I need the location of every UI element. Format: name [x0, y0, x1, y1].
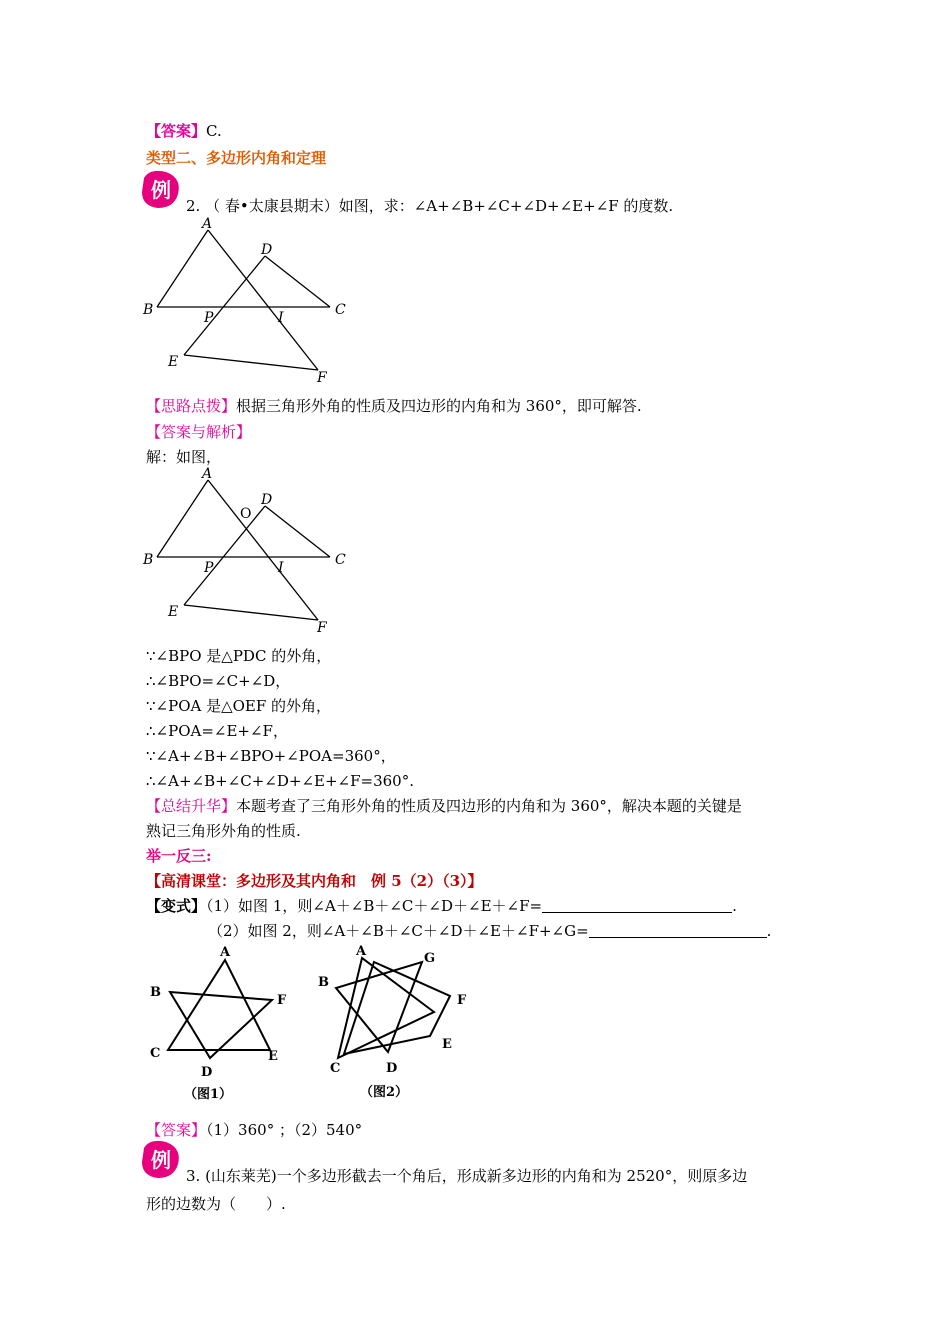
hint-tag: 【思路点拨】	[146, 397, 237, 415]
label-E: E	[168, 354, 179, 370]
answer-blank-1[interactable]	[542, 898, 732, 913]
figure-hexagram	[140, 940, 310, 1110]
badge-char-2: 例	[151, 1148, 171, 1172]
label-C: C	[330, 1061, 341, 1076]
summary-line-2: 熟记三角形外角的性质.	[146, 822, 301, 840]
summary-line	[146, 796, 742, 816]
label-D: D	[201, 1065, 213, 1080]
variant-tag: 【变式】	[146, 897, 207, 915]
figure-1-caption: （图1）	[184, 1087, 233, 1102]
label-A: A	[356, 944, 367, 959]
question-3-line-2: 形的边数为（ ）.	[146, 1195, 286, 1213]
label-E: E	[168, 604, 179, 620]
hint-text: 根据三角形外角的性质及四边形的内角和为 360°，即可解答.	[236, 397, 642, 415]
label-F: F	[457, 993, 467, 1008]
answer-line-2	[146, 1120, 362, 1140]
label-F: F	[277, 993, 287, 1008]
label-F: F	[317, 370, 327, 386]
badge-char: 例	[151, 178, 171, 202]
label-D: D	[261, 492, 273, 508]
label-C: C	[335, 552, 346, 568]
solve-intro: 解：如图，	[146, 448, 222, 466]
figure-triangles-2	[140, 462, 360, 637]
figure-heptagram	[310, 940, 490, 1110]
variant-line-1: 【变式】（1）如图 1，则∠A＋∠B＋∠C＋∠D＋∠E＋∠F= .	[146, 897, 737, 915]
step-5: ∵∠A+∠B+∠BPO+∠POA=360°，	[146, 747, 396, 765]
step-4: ∴∠POA=∠E+∠F，	[146, 722, 288, 740]
example-badge-2	[140, 1140, 182, 1180]
question-3: 3. (山东莱芜)一个多边形截去一个角后，形成新多边形的内角和为 2520°，则原多边	[186, 1167, 748, 1185]
analysis-tag: 【答案与解析】	[146, 423, 252, 441]
label-B: B	[150, 985, 161, 1000]
label-B: B	[318, 975, 329, 990]
answer-text-2: （1）360° ；（2）540°	[206, 1121, 363, 1139]
label-C: C	[335, 302, 346, 318]
label-A: A	[202, 216, 213, 232]
step-3: ∵∠POA 是△OEF 的外角，	[146, 697, 332, 715]
practice-title: 举一反三:	[146, 847, 212, 865]
label-I: I	[278, 560, 284, 576]
answer-tag: 【答案】	[146, 122, 207, 140]
figure-2-caption: （图2）	[360, 1085, 409, 1100]
step-1: ∵∠BPO 是△PDC 的外角，	[146, 647, 332, 665]
answer-line	[146, 121, 222, 141]
label-P: P	[204, 310, 214, 326]
answer-text: C.	[206, 122, 222, 140]
label-B: B	[143, 552, 154, 568]
hint-line	[146, 396, 642, 416]
summary-tag: 【总结升华】	[146, 797, 237, 815]
variant-text-1: （1）如图 1，则∠A＋∠B＋∠C＋∠D＋∠E＋∠F=	[206, 897, 543, 915]
step-2: ∴∠BPO=∠C+∠D，	[146, 672, 291, 690]
question-2: 2. （ 春•太康县期末）如图，求：∠A+∠B+∠C+∠D+∠E+∠F 的度数.	[186, 197, 674, 215]
label-B: B	[143, 302, 154, 318]
label-E: E	[268, 1049, 278, 1064]
label-P: P	[204, 560, 214, 576]
label-F: F	[317, 620, 327, 636]
label-G: G	[424, 951, 436, 966]
label-D: D	[261, 242, 273, 258]
label-D: D	[386, 1061, 398, 1076]
answer-blank-2[interactable]	[589, 923, 767, 938]
label-E: E	[442, 1037, 452, 1052]
section-title: 类型二、多边形内角和定理	[146, 149, 327, 167]
label-C: C	[150, 1046, 161, 1061]
answer-tag-2: 【答案】	[146, 1121, 207, 1139]
variant-line-2: （2）如图 2，则∠A＋∠B＋∠C＋∠D＋∠E＋∠F+∠G= .	[208, 922, 772, 940]
summary-text: 本题考查了三角形外角的性质及四边形的内角和为 360°，解决本题的关键是	[236, 797, 742, 815]
example-badge	[140, 170, 182, 210]
label-A: A	[220, 945, 231, 960]
step-6: ∴∠A+∠B+∠C+∠D+∠E+∠F=360°.	[146, 772, 414, 790]
figure-triangles-1	[140, 212, 360, 387]
label-O: O	[240, 506, 252, 522]
label-A: A	[202, 466, 213, 482]
label-I: I	[278, 310, 284, 326]
video-reference: 【高清课堂：多边形及其内角和 例 5（2）（3）】	[146, 872, 483, 890]
variant-text-2: （2）如图 2，则∠A＋∠B＋∠C＋∠D＋∠E＋∠F+∠G=	[208, 922, 589, 940]
